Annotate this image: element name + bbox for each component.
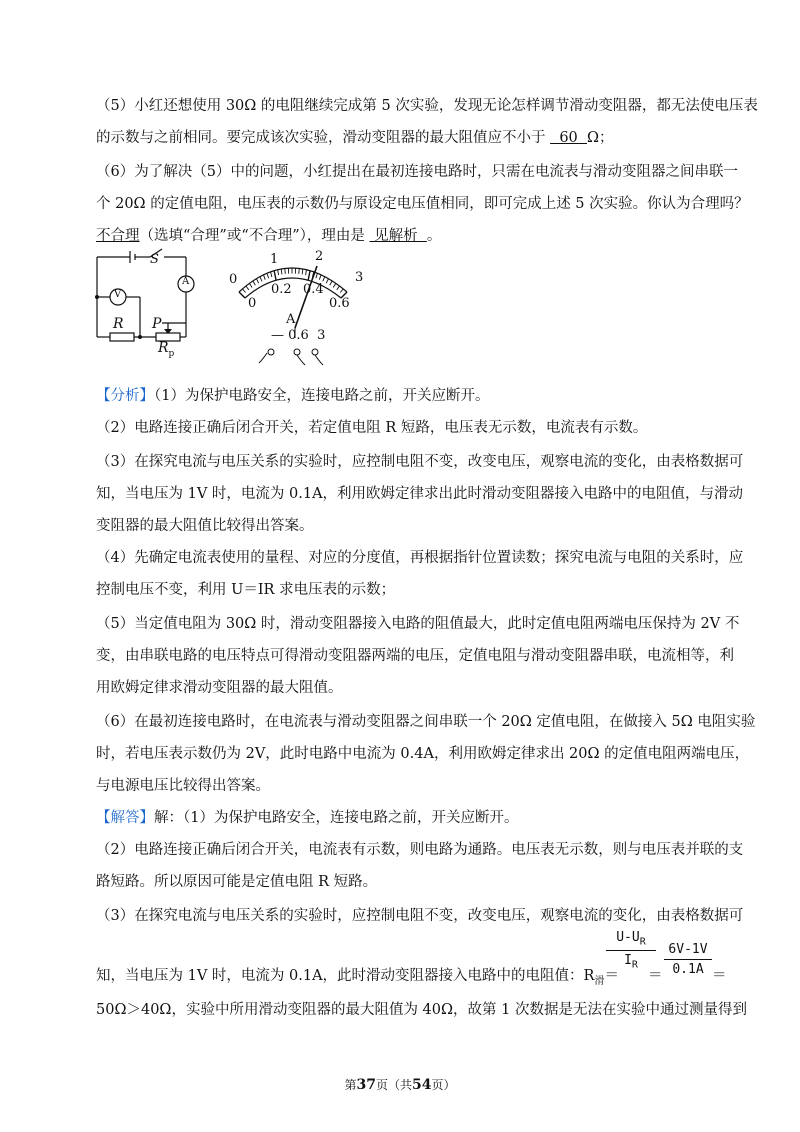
analysis-p1: （1）为保护电路安全，连接电路之前，开关应断开。 bbox=[154, 388, 490, 404]
fraction-1-num-text: U-U bbox=[616, 930, 640, 945]
resistor-label: R bbox=[113, 316, 124, 332]
dial-inner-1: 0.2 bbox=[271, 282, 292, 297]
dial-minor-tick bbox=[306, 270, 307, 275]
analysis-p2: （2）电路连接正确后闭合开关，若定值电阻 R 短路，电压表无示数，电流表有示数。 bbox=[96, 420, 648, 436]
footer-pre: 第 bbox=[344, 1078, 357, 1092]
equals-1: ＝ bbox=[604, 968, 619, 984]
footer-mid: 页（共 bbox=[375, 1078, 412, 1092]
page-footer bbox=[0, 1076, 800, 1093]
solution-p3-l2-text: 知，当电压为 1V 时，电流为 0.1A，此时滑动变阻器接入电路中的电阻值：R bbox=[96, 968, 595, 984]
q6-answer-1: 不合理 bbox=[96, 228, 140, 244]
fraction-1-num-sub: R bbox=[639, 936, 646, 948]
dial-minor-tick bbox=[281, 269, 282, 274]
solution-p3-l1: （3）在探究电流与电压关系的实验时，应控制电阻不变，改变电压，观察电流的变化，由表格数据可 bbox=[96, 908, 744, 924]
q6-line-3-end: 。 bbox=[426, 228, 442, 244]
dial-inner-3: 0.6 bbox=[329, 296, 350, 311]
dial-minor-tick bbox=[246, 286, 249, 290]
q5-line-1: （5）小红还想使用 30Ω 的电阻继续完成第 5 次实验，发现无论怎样调节滑动变阻器，都无法使电压表 bbox=[96, 98, 758, 114]
dial-major-tick bbox=[308, 271, 310, 281]
voltmeter-label: V bbox=[114, 289, 122, 300]
solution-p3-l2 bbox=[96, 966, 619, 992]
dial-outer-1: 1 bbox=[270, 252, 279, 267]
dial-minor-tick bbox=[330, 281, 332, 285]
dial-major-tick bbox=[274, 271, 276, 281]
analysis-p5-l2: 变，由串联电路的电压特点可得滑动变阻器两端的电压，定值电阻与滑动变阻器串联，电流相等，利 bbox=[96, 648, 734, 664]
equals-3: ＝ bbox=[712, 968, 727, 984]
rheostat-subscript: p bbox=[168, 348, 175, 359]
fraction-2 bbox=[664, 942, 712, 977]
dial-minor-tick bbox=[340, 289, 343, 293]
analysis-tag: 【分析】 bbox=[96, 388, 154, 404]
rheostat-label bbox=[158, 340, 174, 359]
dial-outer-3: 3 bbox=[355, 270, 364, 285]
dial-inner-0: 0 bbox=[248, 296, 257, 311]
fraction-2-denominator: 0.1A bbox=[672, 962, 704, 977]
dial-minor-tick bbox=[323, 277, 325, 282]
dial-minor-tick bbox=[267, 273, 269, 278]
analysis-p6-l2: 时，若电压表示数仍为 2V，此时电路中电流为 0.4A，利用欧姆定律求出 20Ω 的定值电阻两端电压， bbox=[96, 746, 750, 762]
dial-minor-tick bbox=[253, 281, 255, 285]
dial-minor-tick bbox=[316, 273, 318, 278]
fraction-1-den-text: I bbox=[624, 952, 632, 968]
dial-inner-2: 0.4 bbox=[303, 282, 324, 297]
analysis-p5-l3: 用欧姆定律求滑动变阻器的最大阻值。 bbox=[96, 680, 343, 696]
dial-minor-tick bbox=[278, 270, 279, 275]
dial-minor-tick bbox=[263, 275, 265, 280]
q6-line-3 bbox=[96, 226, 441, 246]
analysis-p4-l2: 控制电压不变，利用 U＝IR 求电压表的示数； bbox=[96, 582, 396, 598]
dial-terminals: — 0.6 3 bbox=[271, 328, 326, 343]
r-slide-subscript: 滑 bbox=[594, 975, 605, 987]
q5-line-2-text: 的示数与之前相同。要完成该次实验，滑动变阻器的最大阻值应不小于 bbox=[96, 130, 551, 146]
analysis-p6-l3: 与电源电压比较得出答案。 bbox=[96, 778, 270, 794]
analysis-p3-l1: （3）在探究电流与电压关系的实验时，应控制电阻不变，改变电压，观察电流的变化，由表格数据可 bbox=[96, 454, 744, 470]
dial-minor-tick bbox=[333, 283, 336, 287]
fraction-1-numerator bbox=[606, 930, 656, 951]
analysis-line-1 bbox=[96, 386, 489, 406]
rheostat-symbol: R bbox=[158, 340, 169, 356]
analysis-p3-l3: 变阻器的最大阻值比较得出答案。 bbox=[96, 518, 314, 534]
solution-p2-l2: 路短路。所以原因可能是定值电阻 R 短路。 bbox=[96, 874, 378, 890]
q5-answer: 60 bbox=[550, 130, 587, 146]
q5-line-2 bbox=[96, 128, 614, 148]
analysis-p4-l1: （4）先确定电流表使用的量程、对应的分度值，再根据指针位置读数；探究电流与电阻的关系时，应 bbox=[96, 550, 744, 566]
ammeter-label: A bbox=[182, 276, 190, 287]
dial-minor-tick bbox=[319, 275, 321, 280]
solution-line-1 bbox=[96, 808, 518, 828]
dial-minor-tick bbox=[271, 272, 272, 277]
dial-minor-tick bbox=[249, 283, 252, 287]
dial-minor-tick bbox=[326, 279, 328, 284]
dial-minor-tick bbox=[260, 277, 262, 282]
dial-minor-tick bbox=[256, 279, 258, 284]
q6-line-1: （6）为了解决（5）中的问题，小红提出在最初连接电路时，只需在电流表与滑动变阻器之间串联一 bbox=[96, 164, 738, 180]
fraction-1-den-sub: R bbox=[631, 959, 638, 971]
footer-page-number: 37 bbox=[356, 1077, 376, 1093]
dial-minor-tick bbox=[302, 269, 303, 274]
fraction-2-numerator: 6V-1V bbox=[664, 942, 712, 960]
q5-unit: Ω； bbox=[587, 130, 614, 146]
dial-major-tick bbox=[239, 292, 245, 298]
analysis-p3-l2: 知，当电压为 1V 时，电流为 0.1A，利用欧姆定律求出此时滑动变阻器接入电路中的电阻值，与滑动 bbox=[96, 486, 744, 502]
q6-answer-2: 见解析 bbox=[369, 228, 427, 244]
dial-unit: A bbox=[286, 312, 296, 327]
solution-tag: 【解答】 bbox=[96, 810, 154, 826]
analysis-p5-l1: （5）当定值电阻为 30Ω 时，滑动变阻器接入电路的阻值最大，此时定值电阻两端电压保持为 2V 不 bbox=[96, 616, 740, 632]
dial-minor-tick bbox=[337, 286, 340, 290]
footer-post: 页） bbox=[431, 1078, 456, 1092]
fraction-1 bbox=[606, 930, 656, 970]
dial-ticks bbox=[239, 268, 347, 298]
dial-outer-2: 2 bbox=[315, 249, 324, 264]
solution-p2-l1: （2）电路连接正确后闭合开关，电流表有示数，则电路为通路。电压表无示数，则与电压表并联的支 bbox=[96, 842, 744, 858]
dial-outer-0: 0 bbox=[229, 272, 238, 287]
slider-label: P bbox=[152, 316, 162, 332]
q6-line-2: 个 20Ω 的定值电阻，电压表的示数仍与原设定电压值相同，即可完成上述 5 次实验。你认为合理吗？ bbox=[96, 196, 749, 212]
solution-intro: 解：（1）为保护电路安全，连接电路之前，开关应断开。 bbox=[154, 810, 519, 826]
footer-total-pages: 54 bbox=[412, 1077, 432, 1093]
analysis-p6-l1: （6）在最初连接电路时，在电流表与滑动变阻器之间串联一个 20Ω 定值电阻，在做接入 5Ω 电阻实验 bbox=[96, 714, 756, 730]
dial-minor-tick bbox=[242, 289, 245, 293]
switch-label: S bbox=[150, 252, 159, 267]
equals-2: ＝ bbox=[648, 968, 663, 984]
solution-p3-l3: 50Ω＞40Ω，实验中所用滑动变阻器的最大阻值为 40Ω，故第 1 次数据是无法在实验中通过测量得到 bbox=[96, 1002, 747, 1018]
q6-line-3-mid: （选填“合理”或“不合理”），理由是 bbox=[139, 228, 370, 244]
